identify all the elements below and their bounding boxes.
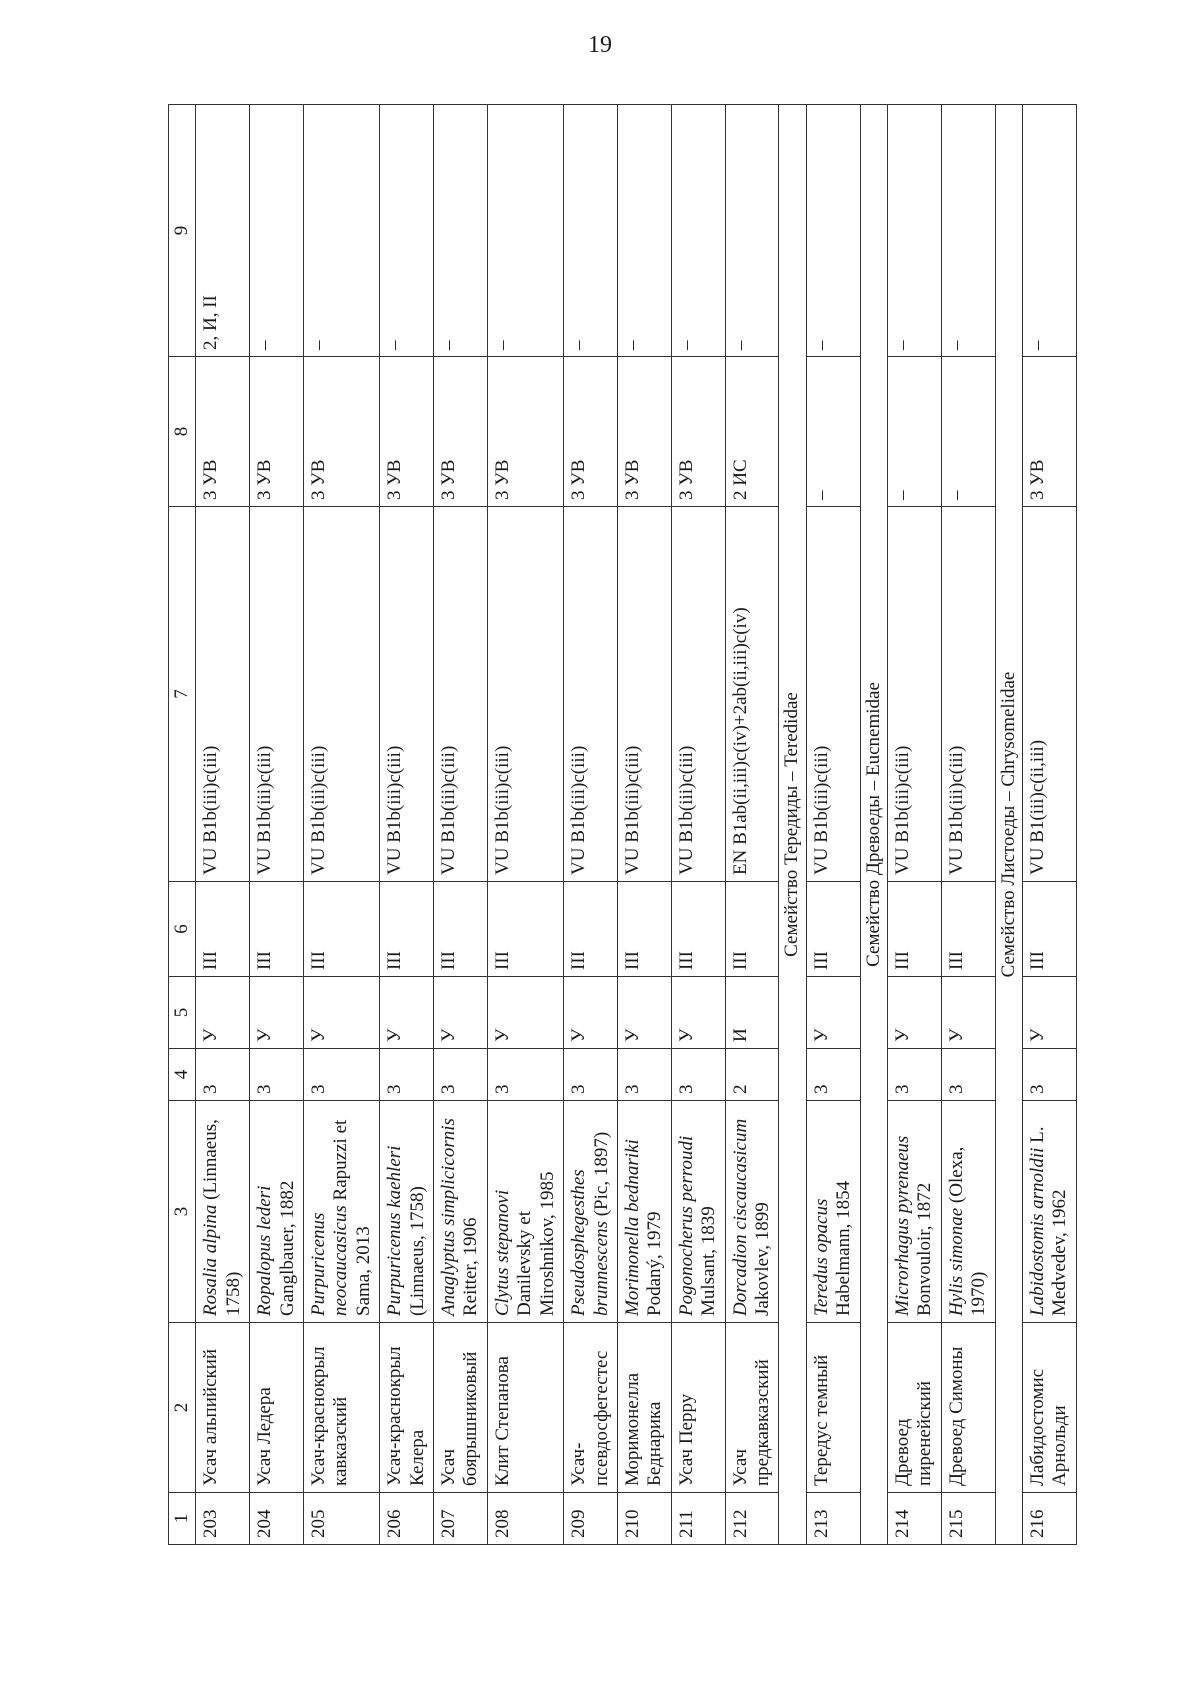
iucn-criteria: VU B1b(iii)c(iii) bbox=[304, 507, 380, 882]
federal-category: 3 УВ bbox=[380, 357, 434, 507]
federal-category: 3 УВ bbox=[1023, 357, 1077, 507]
latin-genus-species: Purpuricenus kaehleri bbox=[384, 1145, 406, 1316]
latin-genus-species: Labidostomis arnoldii bbox=[1027, 1147, 1048, 1316]
status-cell: У bbox=[941, 977, 995, 1049]
row-number: 214 bbox=[887, 1493, 941, 1545]
species-russian-name: Тередус темный bbox=[806, 1323, 860, 1493]
species-latin-name bbox=[887, 1101, 941, 1323]
federal-category: – bbox=[941, 357, 995, 507]
species-russian-name: Клит Степанова bbox=[487, 1323, 563, 1493]
family-row bbox=[860, 105, 887, 1545]
family-name: Семейство Листоеды – Chrysomelidae bbox=[995, 105, 1022, 1545]
latin-author: Habelmann, 1854 bbox=[833, 1180, 855, 1316]
iucn-criteria: VU B1b(iii)c(iii) bbox=[196, 507, 250, 882]
status-cell: У bbox=[487, 977, 563, 1049]
status-cell: У bbox=[806, 977, 860, 1049]
latin-genus-species: Clytus stepanovi bbox=[491, 1189, 513, 1316]
latin-genus-species: Hylis simonae bbox=[945, 1207, 967, 1316]
priority-cell: III bbox=[487, 882, 563, 977]
priority-cell: III bbox=[671, 882, 725, 977]
category-cell: 3 bbox=[434, 1049, 488, 1101]
iucn-criteria: VU B1b(iii)c(iii) bbox=[564, 507, 618, 882]
status-cell: У bbox=[887, 977, 941, 1049]
header-cell: 8 bbox=[169, 357, 196, 507]
latin-genus-species: Teredus opacus bbox=[810, 1198, 832, 1316]
other-status: – bbox=[564, 105, 618, 357]
species-latin-name bbox=[564, 1101, 618, 1323]
status-cell: У bbox=[196, 977, 250, 1049]
latin-genus-species: Anaglyptus simplicicornis bbox=[438, 1118, 460, 1316]
table-row bbox=[250, 105, 304, 1545]
federal-category: 3 УВ bbox=[250, 357, 304, 507]
federal-category: 3 УВ bbox=[196, 357, 250, 507]
other-status: – bbox=[671, 105, 725, 357]
row-number: 205 bbox=[304, 1493, 380, 1545]
priority-cell: III bbox=[304, 882, 380, 977]
category-cell: 3 bbox=[380, 1049, 434, 1101]
species-latin-name bbox=[304, 1101, 380, 1323]
priority-cell: III bbox=[941, 882, 995, 977]
other-status: – bbox=[487, 105, 563, 357]
latin-genus-species: Pogonocherus perroudi bbox=[675, 1135, 697, 1316]
table-row bbox=[564, 105, 618, 1545]
latin-genus-species: Purpuricenus neocaucasicus bbox=[308, 1205, 352, 1316]
latin-author: Bonvouloir, 1872 bbox=[914, 1182, 936, 1316]
latin-author: Jakovlev, 1899 bbox=[751, 1202, 773, 1316]
priority-cell: III bbox=[1023, 882, 1077, 977]
other-status: – bbox=[434, 105, 488, 357]
species-russian-name: Усач Ледера bbox=[250, 1323, 304, 1493]
priority-cell: III bbox=[725, 882, 779, 977]
species-russian-name: Усач-псевдосфегестес bbox=[564, 1323, 618, 1493]
status-cell: У bbox=[434, 977, 488, 1049]
latin-author: Danilevsky et Miroshnikov, 1985 bbox=[514, 1171, 558, 1316]
latin-author: Podaný, 1979 bbox=[644, 1211, 666, 1316]
table-row bbox=[1023, 105, 1077, 1545]
table-row bbox=[806, 105, 860, 1545]
family-name: Семейство Древоеды – Eucnemidae bbox=[860, 105, 887, 1545]
species-russian-name: Усач-краснокрыл Келера bbox=[380, 1323, 434, 1493]
page-number: 19 bbox=[588, 32, 612, 58]
category-cell: 3 bbox=[196, 1049, 250, 1101]
species-russian-name: Усач боярышниковый bbox=[434, 1323, 488, 1493]
iucn-criteria: VU B1b(iii)c(iii) bbox=[617, 507, 671, 882]
species-latin-name bbox=[196, 1101, 250, 1323]
latin-genus-species: Morimonella bednariki bbox=[621, 1139, 643, 1316]
federal-category: 3 УВ bbox=[671, 357, 725, 507]
species-latin-name bbox=[941, 1101, 995, 1323]
status-cell: У bbox=[564, 977, 618, 1049]
species-russian-name: Древоед пиренейский bbox=[887, 1323, 941, 1493]
iucn-criteria: VU B1b(iii)c(iii) bbox=[806, 507, 860, 882]
latin-author: (Linnaeus, 1758) bbox=[406, 1186, 428, 1316]
other-status: 2, И, II bbox=[196, 105, 250, 357]
priority-cell: III bbox=[434, 882, 488, 977]
table-row bbox=[196, 105, 250, 1545]
iucn-criteria: VU B1b(iii)c(iii) bbox=[250, 507, 304, 882]
other-status: – bbox=[941, 105, 995, 357]
category-cell: 3 bbox=[941, 1049, 995, 1101]
status-cell: И bbox=[725, 977, 779, 1049]
species-latin-name bbox=[671, 1101, 725, 1323]
category-cell: 2 bbox=[725, 1049, 779, 1101]
iucn-criteria: VU B1b(iii)c(iii) bbox=[887, 507, 941, 882]
federal-category: 3 УВ bbox=[487, 357, 563, 507]
latin-genus-species: Pseudosphegesthes brunnescens bbox=[568, 1169, 612, 1316]
row-number: 203 bbox=[196, 1493, 250, 1545]
species-russian-name: Усач альпийский bbox=[196, 1323, 250, 1493]
species-latin-name bbox=[725, 1101, 779, 1323]
other-status: – bbox=[725, 105, 779, 357]
other-status: – bbox=[250, 105, 304, 357]
family-name: Семейство Тередиды – Teredidae bbox=[779, 105, 806, 1545]
row-number: 209 bbox=[564, 1493, 618, 1545]
latin-author: Reitter, 1906 bbox=[460, 1217, 482, 1316]
header-cell: 1 bbox=[169, 1493, 196, 1545]
status-cell: У bbox=[380, 977, 434, 1049]
table-row bbox=[671, 105, 725, 1545]
species-latin-name bbox=[806, 1101, 860, 1323]
priority-cell: III bbox=[887, 882, 941, 977]
category-cell: 3 bbox=[887, 1049, 941, 1101]
priority-cell: III bbox=[806, 882, 860, 977]
header-cell: 4 bbox=[169, 1049, 196, 1101]
other-status: – bbox=[304, 105, 380, 357]
table-row bbox=[434, 105, 488, 1545]
category-cell: 3 bbox=[487, 1049, 563, 1101]
row-number: 207 bbox=[434, 1493, 488, 1545]
iucn-criteria: VU B1b(iii)c(iii) bbox=[434, 507, 488, 882]
species-latin-name bbox=[617, 1101, 671, 1323]
row-number: 213 bbox=[806, 1493, 860, 1545]
other-status: – bbox=[380, 105, 434, 357]
federal-category: 3 УВ bbox=[304, 357, 380, 507]
row-number: 216 bbox=[1023, 1493, 1077, 1545]
federal-category: – bbox=[806, 357, 860, 507]
priority-cell: III bbox=[617, 882, 671, 977]
row-number: 211 bbox=[671, 1493, 725, 1545]
species-latin-name bbox=[434, 1101, 488, 1323]
species-russian-name: Усач-краснокрыл кавказский bbox=[304, 1323, 380, 1493]
latin-genus-species: Rosalia alpina bbox=[200, 1204, 222, 1316]
table-row bbox=[887, 105, 941, 1545]
other-status: – bbox=[617, 105, 671, 357]
category-cell: 3 bbox=[304, 1049, 380, 1101]
priority-cell: III bbox=[250, 882, 304, 977]
row-number: 210 bbox=[617, 1493, 671, 1545]
latin-author: (Olexa, 1970) bbox=[945, 1146, 990, 1316]
species-russian-name: Усач предкавказский bbox=[725, 1323, 779, 1493]
species-latin-name bbox=[487, 1101, 563, 1323]
table-row bbox=[725, 105, 779, 1545]
rotated-table-container bbox=[168, 105, 1168, 1545]
header-cell: 9 bbox=[169, 105, 196, 357]
latin-author: Ganglbauer, 1882 bbox=[276, 1180, 298, 1316]
category-cell: 3 bbox=[250, 1049, 304, 1101]
priority-cell: III bbox=[196, 882, 250, 977]
latin-author: Mulsant, 1839 bbox=[698, 1206, 720, 1316]
federal-category: 2 ИС bbox=[725, 357, 779, 507]
latin-author: (Linnaeus, 1758) bbox=[200, 1119, 244, 1316]
status-cell: У bbox=[671, 977, 725, 1049]
header-row bbox=[169, 105, 196, 1545]
header-cell: 5 bbox=[169, 977, 196, 1049]
latin-genus-species: Ropalopus lederi bbox=[254, 1185, 276, 1316]
header-cell: 6 bbox=[169, 882, 196, 977]
priority-cell: III bbox=[564, 882, 618, 977]
table-row bbox=[380, 105, 434, 1545]
table-body bbox=[169, 105, 1077, 1545]
species-russian-name: Лабидостомис Арнольди bbox=[1023, 1323, 1077, 1493]
priority-cell: III bbox=[380, 882, 434, 977]
row-number: 212 bbox=[725, 1493, 779, 1545]
latin-genus-species: Microrhagus pyrenaeus bbox=[891, 1135, 913, 1316]
species-table bbox=[168, 104, 1077, 1545]
federal-category: 3 УВ bbox=[434, 357, 488, 507]
federal-category: – bbox=[887, 357, 941, 507]
header-cell: 3 bbox=[169, 1101, 196, 1323]
category-cell: 3 bbox=[617, 1049, 671, 1101]
table-row bbox=[617, 105, 671, 1545]
table-row bbox=[304, 105, 380, 1545]
latin-author: Rapuzzi et Sama, 2013 bbox=[330, 1119, 374, 1316]
header-cell: 7 bbox=[169, 507, 196, 882]
family-row bbox=[779, 105, 806, 1545]
latin-author: L. Medvedev, 1962 bbox=[1027, 1126, 1071, 1316]
federal-category: 3 УВ bbox=[564, 357, 618, 507]
table-row bbox=[487, 105, 563, 1545]
other-status: – bbox=[806, 105, 860, 357]
iucn-criteria: VU B1b(iii)c(iii) bbox=[487, 507, 563, 882]
species-latin-name bbox=[250, 1101, 304, 1323]
iucn-criteria: EN B1ab(ii,iii)c(iv)+2ab(ii,iii)c(iv) bbox=[725, 507, 779, 882]
latin-author: (Pic, 1897) bbox=[590, 1131, 612, 1222]
row-number: 204 bbox=[250, 1493, 304, 1545]
iucn-criteria: VU B1b(iii)c(iii) bbox=[380, 507, 434, 882]
iucn-criteria: VU B1b(iii)c(iii) bbox=[941, 507, 995, 882]
category-cell: 3 bbox=[671, 1049, 725, 1101]
iucn-criteria: VU B1b(iii)c(iii) bbox=[671, 507, 725, 882]
other-status: – bbox=[1023, 105, 1077, 357]
category-cell: 3 bbox=[806, 1049, 860, 1101]
species-russian-name: Усач Перру bbox=[671, 1323, 725, 1493]
header-cell: 2 bbox=[169, 1323, 196, 1493]
species-russian-name: Моримонелла Беднарика bbox=[617, 1323, 671, 1493]
species-latin-name bbox=[1023, 1101, 1077, 1323]
category-cell: 3 bbox=[564, 1049, 618, 1101]
other-status: – bbox=[887, 105, 941, 357]
table-row bbox=[941, 105, 995, 1545]
species-latin-name bbox=[380, 1101, 434, 1323]
row-number: 215 bbox=[941, 1493, 995, 1545]
status-cell: У bbox=[250, 977, 304, 1049]
status-cell: У bbox=[304, 977, 380, 1049]
row-number: 206 bbox=[380, 1493, 434, 1545]
iucn-criteria: VU B1(iii)c(ii,iii) bbox=[1023, 507, 1077, 882]
species-russian-name: Древоед Симоны bbox=[941, 1323, 995, 1493]
federal-category: 3 УВ bbox=[617, 357, 671, 507]
family-row bbox=[995, 105, 1022, 1545]
status-cell: У bbox=[617, 977, 671, 1049]
category-cell: 3 bbox=[1023, 1049, 1077, 1101]
latin-genus-species: Dorcadion ciscaucasicum bbox=[729, 1118, 751, 1316]
row-number: 208 bbox=[487, 1493, 563, 1545]
status-cell: У bbox=[1023, 977, 1077, 1049]
